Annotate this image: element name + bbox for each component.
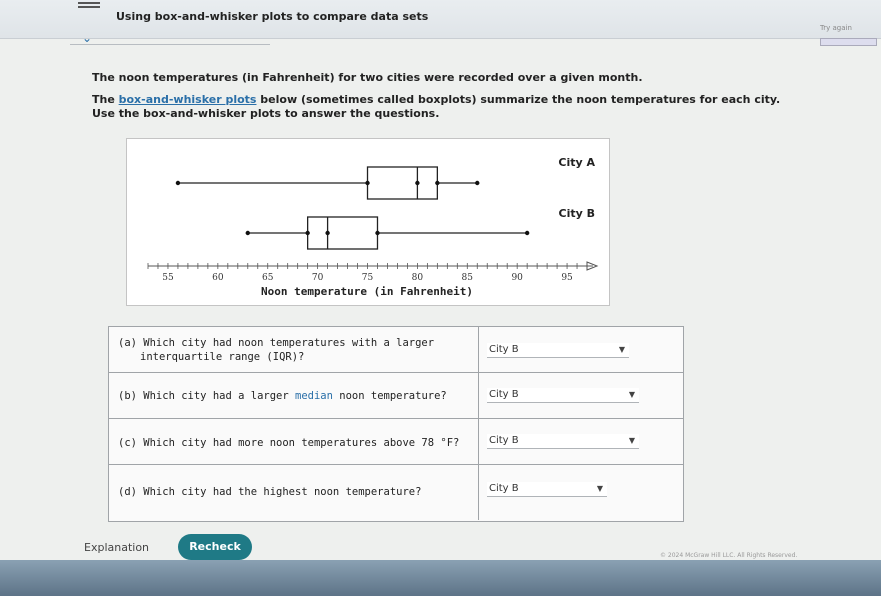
city-b-point-q1 bbox=[305, 231, 309, 235]
city-a-point-min bbox=[176, 181, 180, 185]
question-b-text bbox=[118, 389, 447, 403]
chevron-down-icon[interactable]: ⌄ bbox=[82, 31, 93, 45]
question-b-pre: (b) Which city had a larger bbox=[118, 390, 296, 402]
recheck-button[interactable]: Recheck bbox=[178, 534, 252, 560]
question-row-c bbox=[109, 418, 683, 465]
column-divider bbox=[478, 464, 479, 520]
city-b-point-median bbox=[325, 231, 329, 235]
try-again-label: Try again bbox=[820, 24, 852, 32]
question-row-d bbox=[109, 464, 683, 520]
answer-select-b[interactable] bbox=[487, 388, 639, 403]
city-a-point-median bbox=[415, 181, 419, 185]
questions-table bbox=[108, 326, 684, 522]
question-c-text: (c) Which city had more noon temperatures above 78 °F? bbox=[118, 437, 460, 449]
chevron-down-icon: ▼ bbox=[628, 436, 635, 445]
city-a-box bbox=[368, 167, 438, 199]
chevron-down-icon: ▼ bbox=[628, 390, 635, 399]
x-tick-label: 60 bbox=[212, 273, 224, 283]
x-tick-label: 75 bbox=[361, 273, 374, 283]
city-b-point-q3 bbox=[375, 231, 379, 235]
city-a-label: City A bbox=[558, 156, 595, 169]
collapse-tab[interactable] bbox=[70, 30, 270, 45]
copyright-text: © 2024 McGraw Hill LLC. All Rights Reserved. bbox=[660, 552, 798, 559]
progress-indicator bbox=[820, 38, 877, 46]
x-tick-label: 90 bbox=[511, 273, 523, 283]
intro-line-2-post: below (sometimes called boxplots) summarize the noon temperatures for each city. bbox=[256, 93, 781, 106]
answer-select-d[interactable] bbox=[487, 482, 607, 497]
explanation-button[interactable]: Explanation bbox=[84, 541, 150, 554]
intro-line-1: The noon temperatures (in Fahrenheit) for two cities were recorded over a given month. bbox=[92, 71, 643, 84]
x-tick-label: 55 bbox=[162, 273, 174, 283]
question-d-text: (d) Which city had the highest noon temperature? bbox=[118, 486, 422, 498]
question-a-text bbox=[118, 336, 434, 364]
answer-select-c[interactable] bbox=[487, 434, 639, 449]
x-tick-label: 65 bbox=[262, 273, 274, 283]
city-a-point-max bbox=[475, 181, 479, 185]
boxplot-svg bbox=[127, 139, 609, 305]
x-tick-label: 70 bbox=[311, 273, 324, 283]
taskbar bbox=[0, 560, 881, 596]
answer-b-value: City B bbox=[489, 389, 519, 400]
question-a-line-1: (a) Which city had noon temperatures with a larger bbox=[118, 337, 435, 349]
page-title: Using box-and-whisker plots to compare data sets bbox=[116, 10, 429, 23]
intro-line-2 bbox=[92, 93, 780, 106]
column-divider bbox=[478, 372, 479, 418]
question-a-line-2: interquartile range (IQR)? bbox=[140, 351, 305, 363]
column-divider bbox=[478, 418, 479, 464]
boxplot-chart bbox=[126, 138, 610, 306]
menu-icon[interactable] bbox=[78, 0, 100, 10]
city-a-point-q3 bbox=[435, 181, 439, 185]
question-row-b bbox=[109, 372, 683, 419]
chevron-down-icon: ▼ bbox=[618, 345, 625, 354]
boxplot-link[interactable]: box-and-whisker plots bbox=[118, 93, 257, 106]
x-tick-label: 85 bbox=[461, 273, 474, 283]
city-b-point-min bbox=[246, 231, 250, 235]
question-row-a bbox=[109, 327, 683, 373]
intro-line-3: Use the box-and-whisker plots to answer the questions. bbox=[92, 107, 440, 120]
x-tick-label: 80 bbox=[411, 273, 424, 283]
chevron-down-icon: ▼ bbox=[596, 484, 603, 493]
median-link[interactable]: median bbox=[295, 390, 333, 402]
answer-c-value: City B bbox=[489, 435, 519, 446]
city-b-box bbox=[308, 217, 378, 249]
city-a-point-q1 bbox=[365, 181, 369, 185]
x-tick-label: 95 bbox=[561, 273, 573, 283]
question-b-post: noon temperature? bbox=[332, 390, 447, 402]
answer-select-a[interactable] bbox=[487, 343, 629, 358]
answer-d-value: City B bbox=[489, 483, 519, 494]
answer-a-value: City B bbox=[489, 344, 519, 355]
city-b-label: City B bbox=[558, 207, 595, 220]
x-axis-title: Noon temperature (in Fahrenheit) bbox=[261, 285, 473, 298]
intro-line-2-pre: The bbox=[92, 93, 119, 106]
column-divider bbox=[478, 327, 479, 372]
city-b-point-max bbox=[525, 231, 529, 235]
